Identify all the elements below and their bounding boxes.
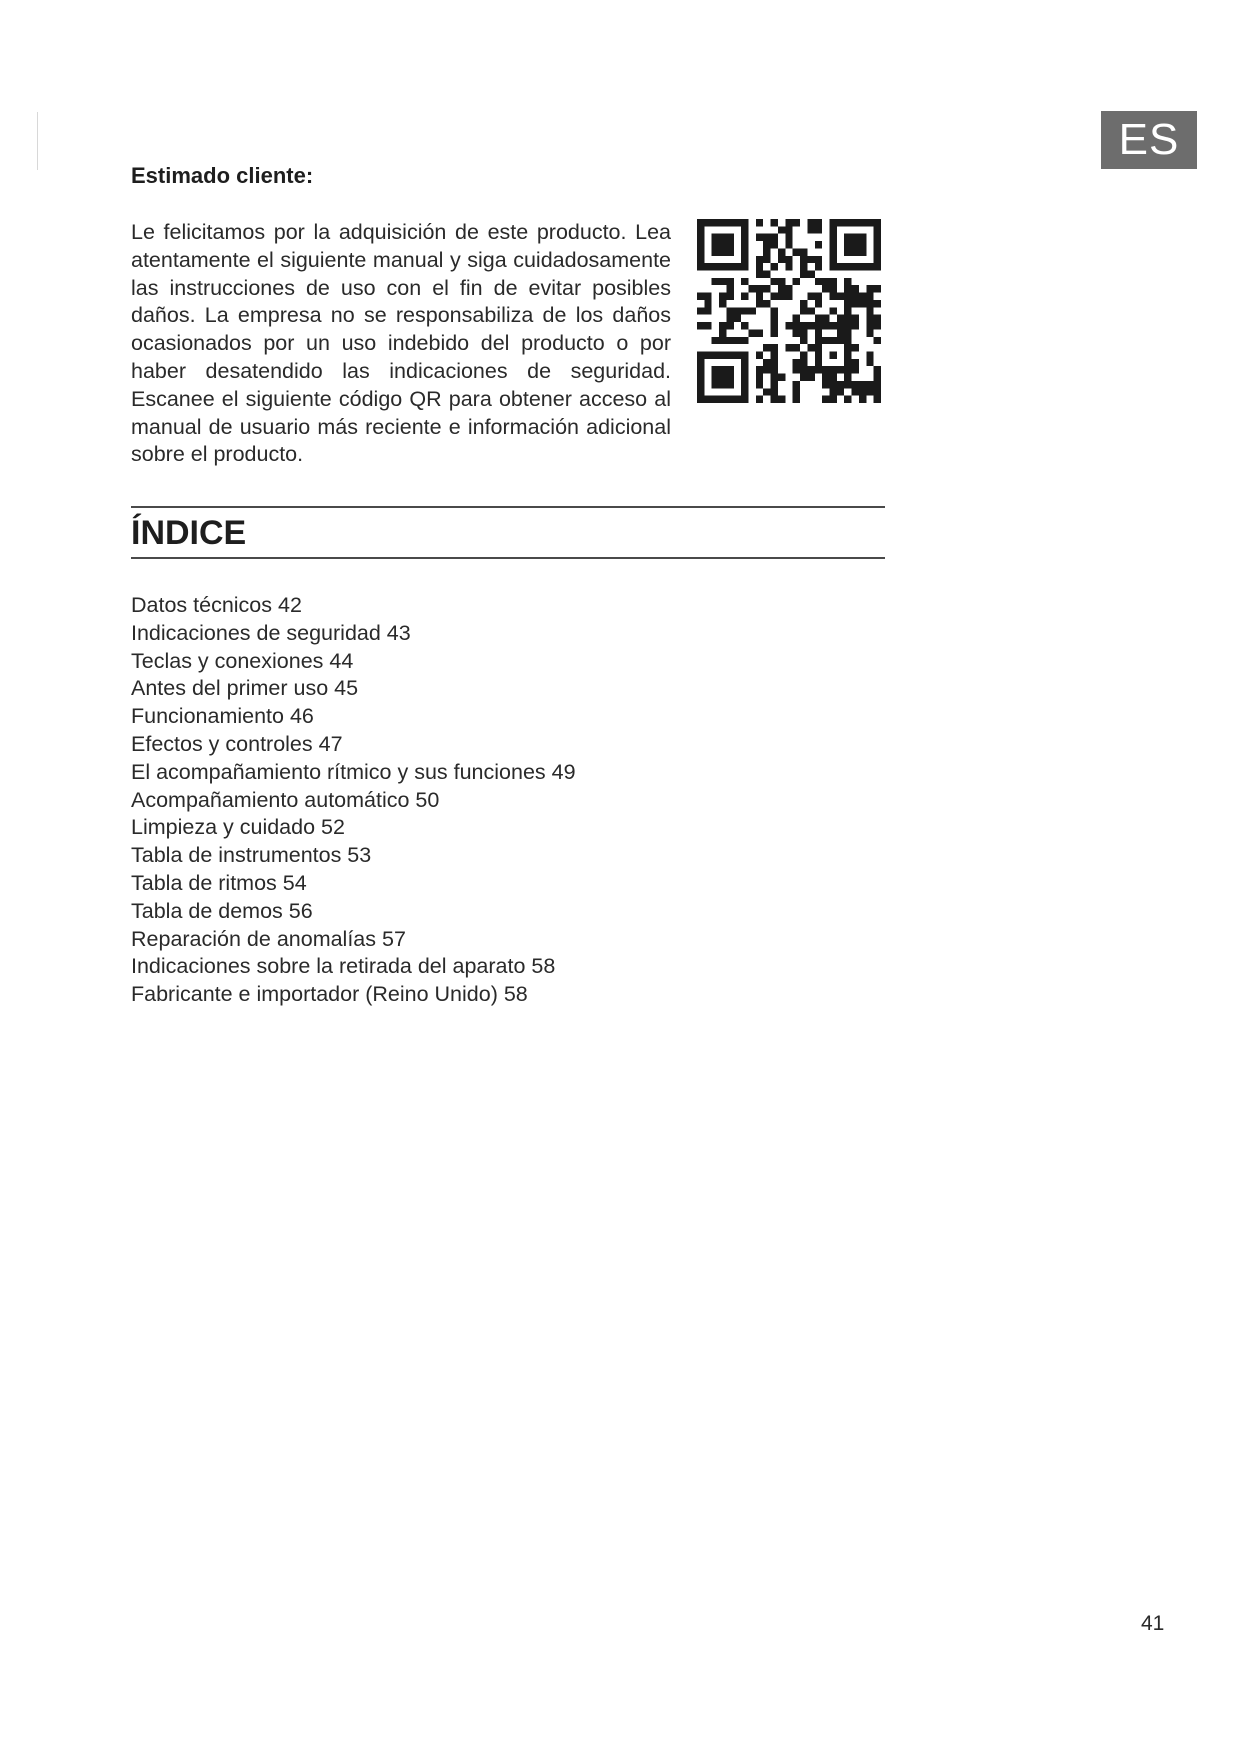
toc-item: Fabricante e importador (Reino Unido) 58	[131, 982, 528, 1007]
toc-item: El acompañamiento rítmico y sus funciones 49	[131, 759, 576, 784]
toc-item: Tabla de demos 56	[131, 898, 313, 923]
toc-item: Tabla de ritmos 54	[131, 870, 307, 895]
index-rule-bottom	[131, 557, 885, 559]
qr-code-icon[interactable]	[697, 219, 881, 403]
language-tab: ES	[1101, 111, 1197, 169]
toc-item: Funcionamiento 46	[131, 704, 314, 729]
intro-paragraph: Le felicitamos por la adquisición de este producto. Lea atentamente el siguiente manual y siga cuidadosamente las instrucciones de uso con el fin de evitar posibles daños. La empresa no se responsabiliza de los daños ocasionados por un uso indebido del producto o por haber desatendido las indicaciones de seguridad. Escanee el siguiente código QR para obtener acceso al manual de usuario más reciente e información adicional sobre el producto.	[131, 220, 671, 467]
toc-item: Acompañamiento automático 50	[131, 787, 440, 812]
toc-item: Tabla de instrumentos 53	[131, 843, 372, 868]
index-rule-top	[131, 506, 885, 508]
toc-item: Efectos y controles 47	[131, 731, 343, 756]
table-of-contents	[131, 592, 576, 1009]
page-number: 41	[1141, 1612, 1165, 1635]
toc-item: Indicaciones de seguridad 43	[131, 620, 411, 645]
toc-item: Teclas y conexiones 44	[131, 648, 354, 673]
toc-item: Limpieza y cuidado 52	[131, 815, 345, 840]
toc-item: Antes del primer uso 45	[131, 676, 359, 701]
toc-item: Indicaciones sobre la retirada del aparato 58	[131, 954, 556, 979]
greeting-heading: Estimado cliente:	[131, 163, 314, 188]
margin-line	[37, 112, 38, 170]
toc-item: Reparación de anomalías 57	[131, 926, 406, 951]
toc-item: Datos técnicos 42	[131, 593, 302, 617]
index-title: ÍNDICE	[131, 514, 247, 552]
